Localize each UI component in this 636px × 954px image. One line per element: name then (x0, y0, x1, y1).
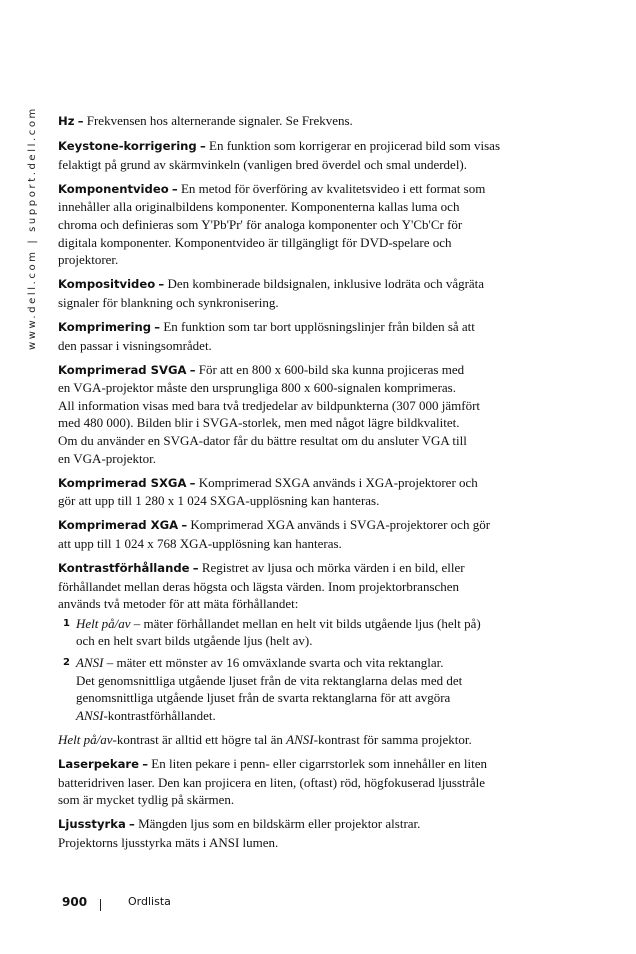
dash: – (158, 277, 165, 292)
definition-text: Registret av ljusa och mörka värden i en bild, eller (201, 560, 465, 576)
list-text: – mäter förhållandet mellan en helt vit bilds utgående ljus (helt på) (130, 615, 481, 631)
dash: – (171, 181, 178, 196)
entry-ljusstyrka (58, 815, 558, 851)
note-italic: ANSI (286, 731, 314, 747)
footer-divider (100, 899, 101, 911)
definition-line: chroma och definieras som Y'Pb'Pr' för analoga komponenter och Y'Cb'Cr för (58, 216, 463, 232)
term-ljusstyrka: Ljusstyrka (58, 817, 126, 832)
term-kompositvideo: Kompositvideo (58, 277, 156, 292)
definition-line: med 480 000). Bilden blir i SVGA-storlek, men med något lägre bildkvalitet. (58, 415, 460, 431)
list-term: Helt på/av (76, 615, 131, 631)
definition-text: Komprimerad SXGA används i XGA-projektorer och (198, 474, 478, 490)
definition-text: Den kombinerade bildsignalen, inklusive lodräta och vågräta (167, 276, 485, 292)
term-hz: Hz (58, 114, 75, 128)
dash: – (189, 362, 196, 377)
term-komprimering: Komprimering (58, 319, 152, 334)
footer-section-title: Ordlista (128, 895, 171, 908)
definition-line: signaler för blankning och synkronisering. (58, 294, 279, 310)
dash: – (181, 518, 188, 533)
entry-laserpekare (58, 755, 558, 809)
list-number: 1 (63, 617, 70, 629)
dash: – (192, 561, 199, 576)
term-kontrastforhallande: Kontrastförhållande (58, 561, 190, 576)
dash: – (77, 114, 84, 128)
list-number: 2 (63, 657, 70, 669)
definition-line: en VGA-projektor. (58, 450, 156, 466)
definition-text: Mängden ljus som en bildskärm eller projektor alstrar. (138, 816, 421, 832)
page-number: 900 (62, 895, 88, 909)
term-komprimerad-svga: Komprimerad SVGA (58, 362, 187, 377)
definition-line: Projektorns ljusstyrka mäts i ANSI lumen. (58, 834, 279, 850)
entry-komprimerad-svga (58, 361, 558, 468)
entry-kompositvideo (58, 275, 558, 311)
list-item (58, 654, 558, 724)
dash: – (142, 757, 149, 771)
term-komprimerad-xga: Komprimerad XGA (58, 518, 179, 533)
definition-text: En metod för överföring av kvalitetsvideo i ett format som (180, 180, 486, 196)
definition-line: förhållandet mellan deras högsta och lägsta värden. Inom projektorbranschen (58, 578, 460, 594)
entry-keystone (58, 137, 558, 173)
entry-komprimering (58, 318, 558, 354)
list-text: Det genomsnittliga utgående ljuset från de vita rektanglarna delas med det (76, 672, 463, 688)
definition-text: En liten pekare i penn- eller cigarrstorlek som innehåller en liten (151, 756, 487, 771)
definition-line: som är mycket tydlig på skärmen. (58, 792, 235, 808)
definition-text: En funktion som tar bort upplösningslinjer från bilden så att (163, 318, 475, 334)
note-text: -kontrast är alltid ett högre tal än (112, 731, 287, 747)
definition-line: batteridriven laser. Den kan projicera en liten, (oftast) röd, högfokuserad ljusstråle (58, 774, 486, 790)
definition-line: används två metoder för att mäta förhållandet: (58, 596, 299, 612)
definition-line: All information visas med bara två tredjedelar av bildpunkterna (307 000 jämfört (58, 397, 481, 413)
definition-line: att upp till 1 024 x 768 XGA-upplösning kan hanteras. (58, 535, 342, 551)
definition-text: Frekvensen hos alternerande signaler. Se Frekvens. (86, 113, 353, 128)
definition-text: För att en 800 x 600-bild ska kunna projiceras med (198, 361, 465, 377)
definition-line: felaktigt på grund av skärmvinkeln (vanligen bred överdel och smal underdel). (58, 156, 468, 172)
list-text: – mäter ett mönster av 16 omväxlande svarta och vita rektanglar. (103, 655, 444, 671)
definition-text: En funktion som korrigerar en projicerad bild som visas (209, 138, 501, 154)
glossary-content (58, 112, 558, 858)
list-text: och en helt svart bilds utgående ljus (helt av). (76, 633, 313, 649)
dash: – (154, 319, 161, 334)
entry-kontrastforhallande (58, 559, 558, 613)
definition-text: Komprimerad XGA används i SVGA-projektorer och gör (190, 517, 491, 533)
definition-line: den passar i visningsområdet. (58, 337, 212, 353)
term-laserpekare: Laserpekare (58, 757, 139, 771)
contrast-note (58, 731, 558, 749)
entry-komprimerad-xga (58, 516, 558, 552)
definition-line: innehåller alla originalbildens komponenter. Komponenterna kallas luma och (58, 199, 460, 215)
definition-line: gör att upp till 1 280 x 1 024 SXGA-upplösning kan hanteras. (58, 493, 380, 509)
note-italic: Helt på/av (58, 731, 113, 747)
definition-line: en VGA-projektor måste den ursprungliga 800 x 600-signalen komprimeras. (58, 380, 456, 396)
dash: – (199, 139, 206, 154)
list-term: ANSI (76, 707, 104, 723)
entry-hz (58, 112, 558, 131)
list-text: -kontrastförhållandet. (103, 707, 216, 723)
sidebar-url: www.dell.com | support.dell.com (27, 106, 38, 350)
dash: – (129, 817, 135, 832)
dash: – (189, 475, 196, 490)
list-item (58, 615, 558, 650)
contrast-methods-list (58, 615, 558, 725)
entry-komprimerad-sxga (58, 474, 558, 510)
term-komprimerad-sxga: Komprimerad SXGA (58, 475, 187, 490)
list-term: ANSI (76, 655, 104, 671)
list-text: genomsnittliga utgående ljuset från de svarta rektanglarna för att avgöra (76, 690, 451, 706)
definition-line: digitala komponenter. Komponentvideo är tillgängligt för DVD-spelare och (58, 234, 452, 250)
entry-komponentvideo (58, 180, 558, 269)
term-komponentvideo: Komponentvideo (58, 181, 169, 196)
definition-line: Om du använder en SVGA-dator får du bättre resultat om du ansluter VGA till (58, 433, 467, 448)
note-text: -kontrast för samma projektor. (313, 731, 472, 747)
term-keystone: Keystone-korrigering (58, 139, 197, 154)
definition-line: projektorer. (58, 252, 119, 268)
